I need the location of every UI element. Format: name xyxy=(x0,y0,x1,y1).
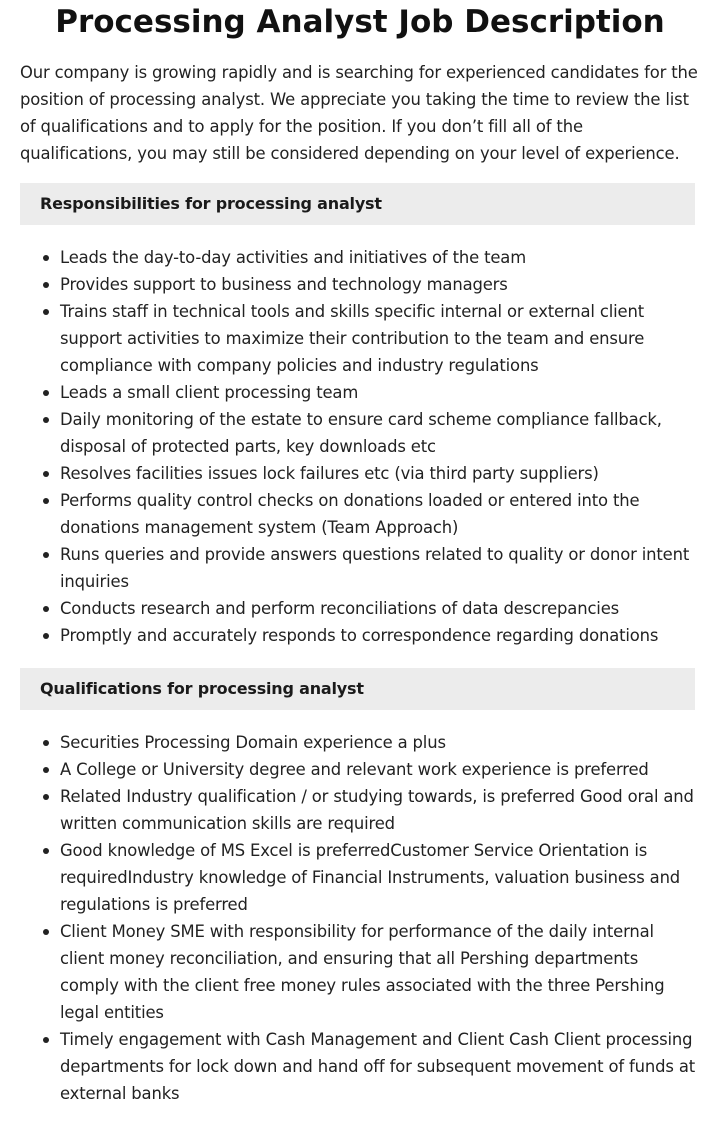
bullet-icon xyxy=(43,633,49,639)
responsibilities-heading: Responsibilities for processing analyst xyxy=(20,183,695,225)
list-item xyxy=(60,729,700,756)
list-item-text: A College or University degree and relevant work experience is preferred xyxy=(60,760,649,779)
page-title: Processing Analyst Job Description xyxy=(55,4,665,40)
list-item xyxy=(60,460,700,487)
bullet-icon xyxy=(43,417,49,423)
bullet-icon xyxy=(43,606,49,612)
list-item-text: Client Money SME with responsibility for performance of the daily internal client money reconciliation, and ensuring that all Pershing departments comply with the client free money rules associated with the three Pershing legal entities xyxy=(60,922,665,1022)
list-item xyxy=(60,783,700,837)
bullet-icon xyxy=(43,498,49,504)
list-item xyxy=(60,1026,700,1107)
bullet-icon xyxy=(43,471,49,477)
list-item xyxy=(60,406,700,460)
list-item-text: Timely engagement with Cash Management and Client Cash Client processing departments for lock down and hand off for subsequent movement of funds at external banks xyxy=(60,1030,695,1103)
list-item-text: Leads a small client processing team xyxy=(60,383,359,402)
list-item xyxy=(60,271,700,298)
list-item-text: Good knowledge of MS Excel is preferredCustomer Service Orientation is requiredIndustry knowledge of Financial Instruments, valuation business and regulations is preferred xyxy=(60,841,681,914)
list-item-text: Performs quality control checks on donations loaded or entered into the donations management system (Team Approach) xyxy=(60,491,640,537)
list-item-text: Provides support to business and technology managers xyxy=(60,275,508,294)
list-item-text: Conducts research and perform reconciliations of data descrepancies xyxy=(60,599,620,618)
qualifications-list xyxy=(20,729,700,1107)
responsibilities-list xyxy=(20,244,700,649)
bullet-icon xyxy=(43,390,49,396)
list-item xyxy=(60,298,700,379)
list-item-text: Securities Processing Domain experience a plus xyxy=(60,733,446,752)
intro-paragraph: Our company is growing rapidly and is searching for experienced candidates for the position of processing analyst. We appreciate you taking the time to review the list of qualifications and to apply for the position. If you don’t fill all of the qualifications, you may still be considered depending on your level of experience. xyxy=(20,63,698,163)
qualifications-heading: Qualifications for processing analyst xyxy=(20,668,695,710)
bullet-icon xyxy=(43,794,49,800)
bullet-icon xyxy=(43,740,49,746)
list-item-text: Resolves facilities issues lock failures etc (via third party suppliers) xyxy=(60,464,599,483)
list-item xyxy=(60,595,700,622)
list-item-text: Related Industry qualification / or studying towards, is preferred Good oral and written communication skills are required xyxy=(60,787,694,833)
list-item-text: Runs queries and provide answers questions related to quality or donor intent inquiries xyxy=(60,545,690,591)
bullet-icon xyxy=(43,309,49,315)
list-item xyxy=(60,244,700,271)
bullet-icon xyxy=(43,848,49,854)
bullet-icon xyxy=(43,767,49,773)
bullet-icon xyxy=(43,282,49,288)
list-item xyxy=(60,837,700,918)
list-item xyxy=(60,541,700,595)
list-item xyxy=(60,622,700,649)
list-item-text: Daily monitoring of the estate to ensure card scheme compliance fallback, disposal of protected parts, key downloads etc xyxy=(60,410,662,456)
bullet-icon xyxy=(43,552,49,558)
list-item-text: Leads the day-to-day activities and initiatives of the team xyxy=(60,248,527,267)
list-item xyxy=(60,918,700,1026)
list-item xyxy=(60,756,700,783)
list-item xyxy=(60,487,700,541)
list-item-text: Promptly and accurately responds to correspondence regarding donations xyxy=(60,626,659,645)
list-item xyxy=(60,379,700,406)
bullet-icon xyxy=(43,255,49,261)
bullet-icon xyxy=(43,1037,49,1043)
bullet-icon xyxy=(43,929,49,935)
list-item-text: Trains staff in technical tools and skills specific internal or external client support activities to maximize their contribution to the team and ensure compliance with company policies and industry regulations xyxy=(60,302,645,375)
